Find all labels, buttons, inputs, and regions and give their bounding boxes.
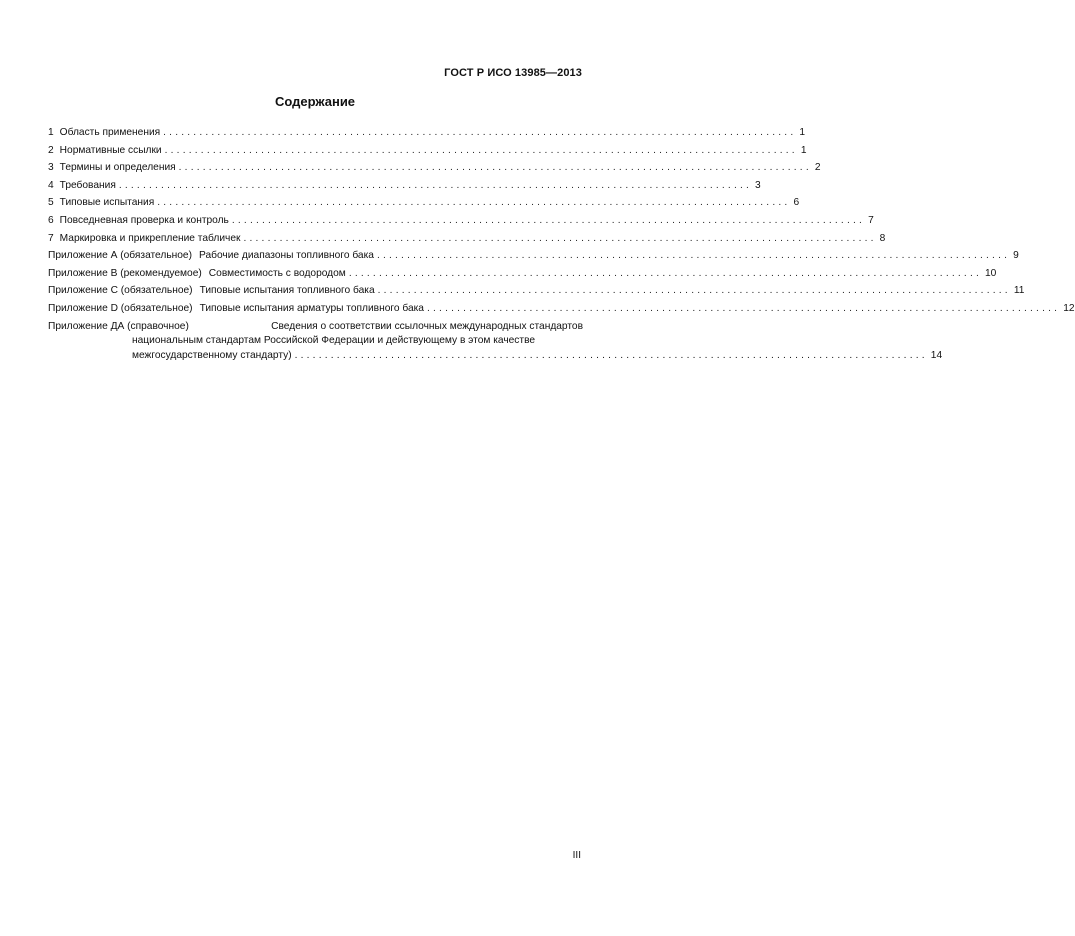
- toc-entry-section-2[interactable]: [48, 142, 807, 160]
- toc-entry-page: 6: [793, 197, 800, 209]
- toc-entry-page: 11: [1013, 285, 1025, 297]
- toc-entry-section-6[interactable]: [48, 212, 874, 230]
- toc-entry-text-line1: Сведения о соответствии ссылочных международных стандартов: [271, 320, 583, 332]
- table-of-contents: [48, 124, 1075, 363]
- toc-entry-appendix-d[interactable]: [48, 300, 1075, 318]
- toc-entry-page: 1: [799, 127, 806, 138]
- toc-entry-page: 14: [930, 349, 943, 361]
- toc-entry-text: Область применения: [59, 127, 161, 138]
- toc-entry-page: 8: [879, 232, 886, 244]
- toc-leader-dots: .........................................................................................................: [376, 250, 1011, 262]
- toc-leader-dots: .........................................................................................................: [163, 127, 797, 138]
- toc-entry-page: 3: [755, 179, 761, 191]
- toc-entry-section-5[interactable]: [48, 194, 800, 212]
- toc-entry-number: 5: [48, 197, 54, 209]
- toc-entry-number: 3: [48, 162, 54, 174]
- toc-leader-dots: .........................................................................................................: [294, 349, 928, 361]
- toc-entry-section-1[interactable]: [48, 124, 806, 142]
- toc-leader-dots: .........................................................................................................: [157, 197, 791, 209]
- toc-entry-page: 9: [1013, 250, 1019, 262]
- toc-entry-page: 7: [868, 214, 874, 226]
- toc-leader-dots: .........................................................................................................: [231, 214, 866, 226]
- toc-entry-section-3[interactable]: [48, 159, 821, 177]
- toc-leader-dots: .........................................................................................................: [118, 179, 753, 191]
- toc-entry-section-7[interactable]: [48, 230, 886, 248]
- toc-entry-number: 4: [48, 179, 54, 191]
- toc-leader-dots: .........................................................................................................: [178, 162, 812, 174]
- toc-entry-last-line: [48, 349, 943, 364]
- toc-entry-text: Маркировка и прикрепление табличек: [59, 232, 241, 244]
- toc-leader-dots: .........................................................................................................: [377, 285, 1011, 297]
- toc-entry-page: 12: [1063, 302, 1075, 314]
- toc-entry-number: 1: [48, 127, 54, 138]
- toc-entry-text: Типовые испытания: [59, 197, 155, 209]
- toc-appendix-prefix: Приложение D (обязательное): [48, 302, 193, 314]
- toc-leader-dots: .........................................................................................................: [243, 232, 877, 244]
- page-number: III: [572, 850, 581, 861]
- toc-entry-appendix-da[interactable]: [48, 320, 943, 364]
- toc-entry-page: 10: [985, 267, 997, 279]
- toc-leader-dots: .........................................................................................................: [348, 267, 983, 279]
- toc-title: Содержание: [274, 94, 356, 109]
- toc-entry-number: 2: [48, 144, 54, 156]
- toc-leader-dots: .........................................................................................................: [426, 302, 1061, 314]
- toc-entry-appendix-a[interactable]: [48, 247, 1019, 265]
- toc-entry-text-line2: национальным стандартам Российской Федерации и действующему в этом качестве: [132, 335, 536, 347]
- toc-appendix-prefix: Приложение С (обязательное): [48, 285, 193, 297]
- toc-appendix-prefix: Приложение А (обязательное): [48, 250, 192, 262]
- toc-entry-text: Типовые испытания арматуры топливного бака: [199, 302, 424, 314]
- toc-entry-number: 6: [48, 214, 54, 226]
- toc-leader-dots: .........................................................................................................: [164, 144, 798, 156]
- toc-entry-text: Рабочие диапазоны топливного бака: [199, 250, 374, 262]
- toc-appendix-prefix: Приложение В (рекомендуемое): [48, 267, 202, 279]
- toc-entry-text: Требования: [59, 179, 116, 191]
- document-code: ГОСТ Р ИСО 13985—2013: [444, 67, 582, 79]
- toc-entry-page: 1: [800, 144, 807, 156]
- toc-entry-text: Совместимость с водородом: [208, 267, 346, 279]
- toc-entry-appendix-b[interactable]: [48, 265, 997, 283]
- toc-entry-number: 7: [48, 232, 54, 244]
- toc-entry-page: 2: [814, 162, 821, 174]
- toc-entry-text: Повседневная проверка и контроль: [59, 214, 229, 226]
- toc-appendix-prefix: Приложение ДА (справочное): [48, 320, 189, 332]
- toc-entry-appendix-c[interactable]: [48, 282, 1025, 300]
- toc-entry-text: Типовые испытания топливного бака: [199, 285, 375, 297]
- toc-entry-text: Термины и определения: [59, 162, 176, 174]
- toc-entry-text: Нормативные ссылки: [59, 144, 162, 156]
- toc-entry-first-line: [48, 320, 583, 335]
- toc-entry-text-line3: межгосударственному стандарту): [132, 349, 292, 361]
- toc-entry-section-4[interactable]: [48, 177, 761, 195]
